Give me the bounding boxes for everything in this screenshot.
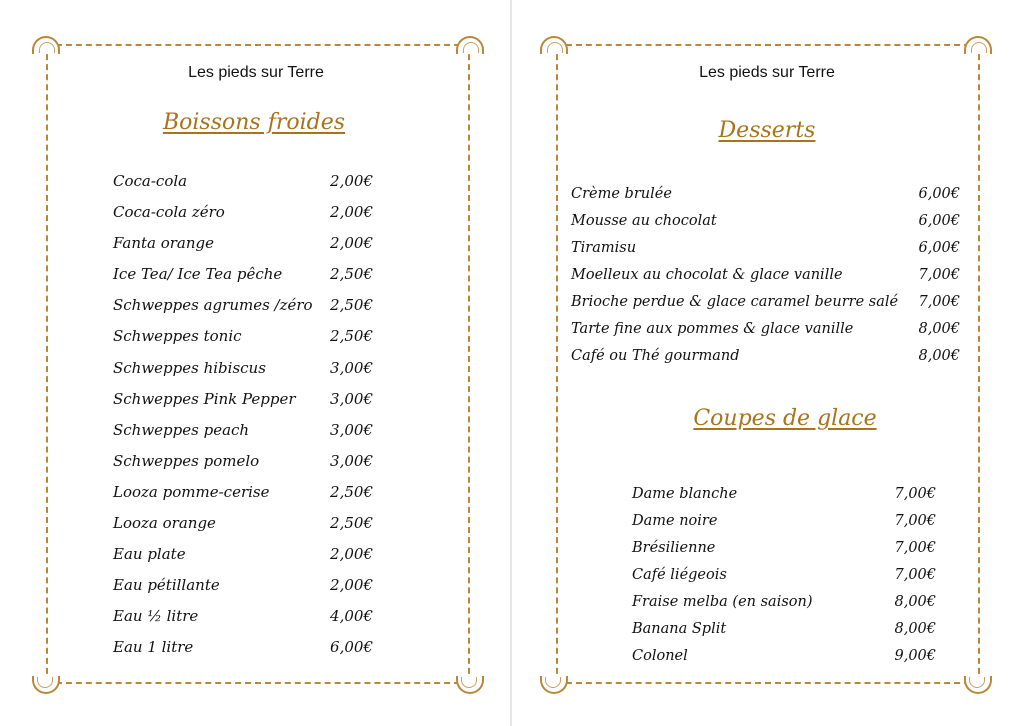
item-price: 2,50€ — [330, 327, 373, 346]
item-name — [113, 477, 269, 508]
item-price: 8,00€ — [894, 621, 936, 637]
restaurant-name: Les pieds sur Terre — [699, 64, 835, 81]
item-name-text: Café liégeois — [632, 567, 727, 583]
item-price: 2,00€ — [330, 545, 373, 564]
item-name — [113, 259, 282, 290]
menu-page-desserts — [512, 0, 1022, 726]
section-title-boissons-froides: Boissons froides — [162, 110, 346, 135]
item-name-text: Schweppes agrumes /zéro — [113, 296, 313, 315]
ice-cream-list — [632, 481, 936, 670]
item-name — [571, 235, 636, 262]
item-name — [113, 508, 216, 539]
frame-corner-ornament — [964, 36, 992, 54]
item-name-text: Dame blanche — [632, 486, 738, 502]
item-name-text: Eau plate — [113, 545, 186, 564]
section-title-desserts: Desserts — [718, 118, 816, 143]
item-price: 2,00€ — [330, 576, 373, 595]
menu-item — [632, 589, 936, 616]
item-name-text: Looza orange — [113, 514, 216, 533]
item-name — [571, 181, 672, 208]
menu-item — [632, 535, 936, 562]
item-price: 2,50€ — [330, 482, 373, 501]
menu-item — [113, 508, 373, 539]
item-name-text: Fraise melba — [632, 594, 728, 610]
item-name — [632, 562, 727, 589]
menu-item — [113, 228, 373, 259]
item-price: 7,00€ — [918, 294, 960, 310]
item-price: 2,00€ — [330, 203, 373, 222]
menu-item — [632, 562, 936, 589]
menu-item — [113, 415, 373, 446]
item-price: 3,00€ — [330, 451, 373, 470]
item-name-text: Schweppes peach — [113, 420, 250, 439]
item-name — [113, 353, 266, 384]
item-name — [113, 321, 242, 352]
item-name — [632, 643, 688, 670]
item-price: 6,00€ — [918, 213, 960, 229]
item-name-text: Brioche perdue & glace caramel beurre salé — [571, 294, 899, 310]
menu-item — [113, 290, 373, 321]
item-name-text: Schweppes Pink Pepper — [113, 389, 296, 408]
item-name-text: Schweppes pomelo — [113, 451, 260, 470]
item-name — [632, 535, 715, 562]
menu-item — [113, 570, 373, 601]
item-note: (en saison) — [727, 594, 813, 610]
item-name — [113, 570, 220, 601]
menu-item — [571, 235, 960, 262]
menu-item — [571, 289, 960, 316]
menu-item — [113, 197, 373, 228]
item-price: 8,00€ — [894, 594, 936, 610]
item-name-text: Colonel — [632, 648, 688, 664]
item-name-text: Mousse au chocolat — [571, 213, 717, 229]
item-name-text: Schweppes hibiscus — [113, 358, 266, 377]
menu-item — [113, 477, 373, 508]
frame-corner-ornament — [32, 36, 60, 54]
item-name-text: Tarte fine aux pommes & glace vanille — [571, 321, 854, 337]
menu-item — [113, 632, 373, 663]
item-price: 3,00€ — [330, 420, 373, 439]
item-name-text: Café ou Thé gourmand — [571, 348, 740, 364]
menu-item — [632, 508, 936, 535]
menu-item — [113, 446, 373, 477]
item-price: 7,00€ — [918, 267, 960, 283]
item-name-text: Moelleux au chocolat & glace vanille — [571, 267, 843, 283]
frame-corner-ornament — [32, 676, 60, 694]
item-name-text: Eau pétillante — [113, 576, 220, 595]
menu-item — [113, 259, 373, 290]
item-name — [113, 166, 187, 197]
menu-item — [571, 343, 960, 370]
item-name — [632, 589, 813, 616]
item-price: 2,50€ — [330, 514, 373, 533]
item-name — [632, 481, 737, 508]
item-price: 7,00€ — [894, 513, 936, 529]
frame-corner-ornament — [964, 676, 992, 694]
desserts-list — [571, 181, 960, 370]
item-price: 2,50€ — [330, 265, 373, 284]
menu-item — [571, 181, 960, 208]
item-price: 2,00€ — [330, 234, 373, 253]
item-price: 4,00€ — [330, 607, 373, 626]
item-name-text: Schweppes tonic — [113, 327, 242, 346]
item-price: 7,00€ — [894, 567, 936, 583]
item-price: 8,00€ — [918, 321, 960, 337]
item-name — [571, 262, 843, 289]
item-name-text: Brésilienne — [632, 540, 716, 556]
item-price: 7,00€ — [894, 540, 936, 556]
item-name-text: Eau 1 litre — [113, 638, 194, 657]
frame-corner-ornament — [456, 676, 484, 694]
item-price: 3,00€ — [330, 389, 373, 408]
restaurant-name: Les pieds sur Terre — [188, 64, 324, 81]
menu-item — [113, 601, 373, 632]
item-name — [632, 616, 726, 643]
item-price: 6,00€ — [918, 240, 960, 256]
menu-item — [113, 166, 373, 197]
item-name — [113, 601, 198, 632]
item-name-text: Dame noire — [632, 513, 718, 529]
item-name-text: Ice Tea/ Ice Tea pêche — [113, 265, 283, 284]
item-name — [571, 343, 739, 370]
item-name — [113, 539, 186, 570]
frame-corner-ornament — [456, 36, 484, 54]
item-name-text: Coca-cola — [113, 172, 188, 190]
item-name — [113, 197, 225, 228]
item-name-text: Looza pomme-cerise — [113, 482, 270, 501]
item-name — [113, 632, 193, 663]
item-name — [571, 316, 853, 343]
item-price: 6,00€ — [330, 638, 373, 657]
item-name — [113, 290, 313, 321]
menu-item — [571, 262, 960, 289]
menu-item — [632, 481, 936, 508]
item-name-text: Tiramisu — [571, 240, 637, 256]
item-name — [571, 208, 717, 235]
item-name-text: Crème brulée — [571, 186, 672, 202]
item-name-text: Banana Split — [632, 621, 727, 637]
item-name — [113, 228, 214, 259]
menu-item — [632, 643, 936, 670]
menu-item — [632, 616, 936, 643]
menu-item — [113, 539, 373, 570]
item-price: 2,50€ — [330, 296, 373, 315]
item-name — [113, 415, 249, 446]
menu-item — [571, 208, 960, 235]
drinks-list — [113, 166, 373, 664]
item-price: 9,00€ — [894, 648, 936, 664]
item-name-text: Coca-cola zéro — [113, 203, 225, 222]
menu-item — [113, 321, 373, 352]
item-name-text: Eau ½ litre — [113, 607, 199, 626]
menu-item — [113, 384, 373, 415]
item-name — [113, 384, 296, 415]
item-name — [571, 289, 898, 316]
menu-item — [113, 353, 373, 384]
section-title-coupes-de-glace: Coupes de glace — [693, 406, 877, 431]
frame-corner-ornament — [540, 676, 568, 694]
menu-page-drinks — [0, 0, 510, 726]
item-name-text: Fanta orange — [113, 234, 215, 253]
item-price: 2,00€ — [330, 172, 373, 190]
item-price: 8,00€ — [918, 348, 960, 364]
item-price: 7,00€ — [894, 486, 936, 502]
item-name — [632, 508, 717, 535]
item-price: 3,00€ — [330, 358, 373, 377]
item-price: 6,00€ — [918, 186, 960, 202]
menu-item — [571, 316, 960, 343]
frame-corner-ornament — [540, 36, 568, 54]
item-name — [113, 446, 259, 477]
